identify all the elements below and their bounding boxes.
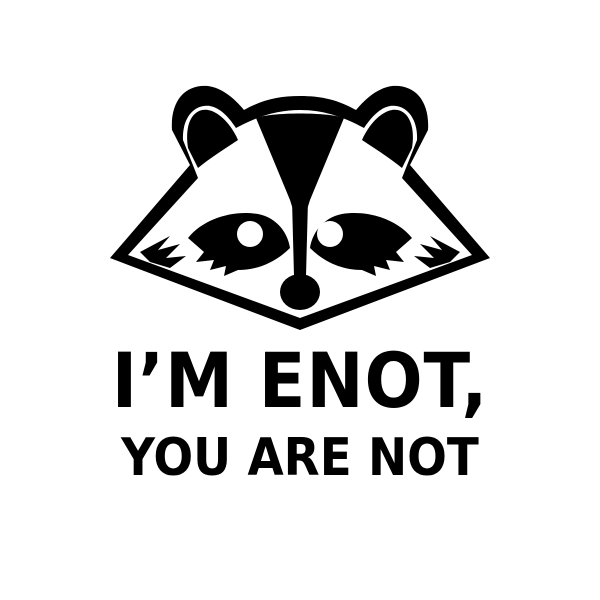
headline-line-2: YOU ARE NOT: [121, 428, 479, 488]
right-eye: [317, 221, 343, 247]
left-eye: [237, 221, 263, 247]
nose: [280, 274, 320, 310]
headline-line-1: I’M ENOT,: [111, 336, 489, 425]
nose-bridge: [292, 200, 308, 276]
